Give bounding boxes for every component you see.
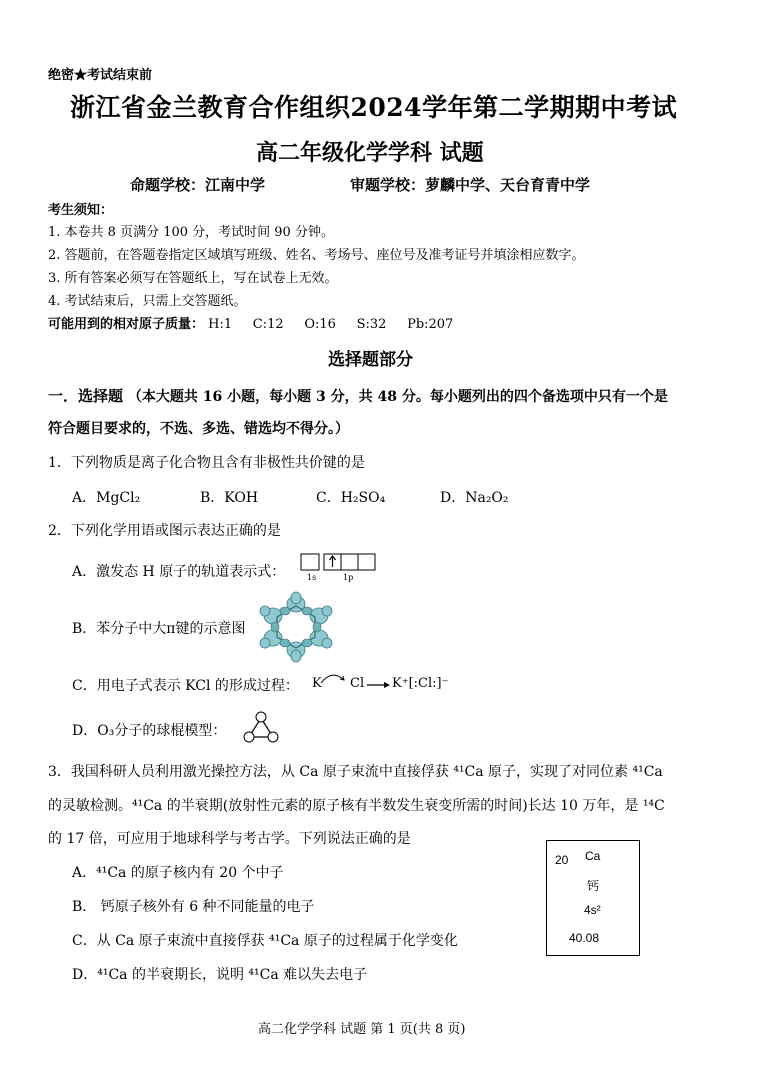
reaction-arrow <box>366 681 392 689</box>
ozone-ball-stick-model <box>243 710 279 744</box>
proposer-school: 命题学校：江南中学 <box>130 176 266 194</box>
element-atomic-mass: 40.08 <box>569 931 600 945</box>
element-symbol: Ca <box>585 849 601 863</box>
calcium-element-card <box>546 840 640 956</box>
exam-subtitle: 高二年级化学学科 试题 <box>256 140 484 166</box>
q2-option-c: C．用电子式表示 KCl 的形成过程： <box>72 678 299 694</box>
q2-option-b: B．苯分子中大π键的示意图 <box>72 621 246 637</box>
secret-label: 绝密★考试结束前 <box>48 68 153 83</box>
q3-line-2: 的灵敏检测。⁴¹Ca 的半衰期(放射性元素的原子核有半数发生衰变所需的时间)长达 10 万年，是 ¹⁴C <box>48 798 665 814</box>
q3-option-b: B． 钙原子核外有 6 种不同能量的电子 <box>72 899 315 915</box>
notice-item-2: 2. 答题前，在答题卷指定区域填写班级、姓名、考场号、座位号及准考证号并填涂相应数字。 <box>48 248 585 263</box>
notice-heading: 考生须知： <box>48 203 114 218</box>
exam-title: 浙江省金兰教育合作组织2024学年第二学期期中考试 <box>70 93 678 122</box>
q3-option-a: A．⁴¹Ca 的原子核内有 20 个中子 <box>72 865 284 881</box>
notice-item-3: 3. 所有答案必须写在答题纸上，写在试卷上无效。 <box>48 271 338 286</box>
q1-option-d: D．Na₂O₂ <box>440 490 509 506</box>
element-name: 钙 <box>587 879 600 893</box>
orbital-1p-label: 1p <box>343 573 354 582</box>
q2-option-d: D．O₃分子的球棍模型： <box>72 723 227 739</box>
section-title: 选择题部分 <box>328 350 413 370</box>
page-footer: 高二化学学科 试题 第 1 页(共 8 页) <box>258 1022 466 1037</box>
q1-stem: 1．下列物质是离子化合物且含有非极性共价键的是 <box>48 455 365 471</box>
q3-line-1: 3．我国科研人员利用激光操控方法，从 Ca 原子束流中直接俘获 ⁴¹Ca 原子，实现了对同位素 ⁴¹Ca <box>48 764 663 780</box>
element-electron-config: 4s² <box>584 903 601 917</box>
q3-line-3: 的 17 倍，可应用于地球科学与考古学。下列说法正确的是 <box>48 831 411 847</box>
reviewer-school: 审题学校：萝麟中学、天台育青中学 <box>350 176 591 194</box>
kcl-product: K⁺[:Cl:]⁻ <box>392 676 449 691</box>
element-atomic-number: 20 <box>555 853 569 867</box>
electron-transfer-arrow <box>318 671 348 685</box>
q2-stem: 2．下列化学用语或图示表达正确的是 <box>48 523 281 539</box>
notice-item-4: 4. 考试结束后，只需上交答题纸。 <box>48 294 247 309</box>
q2-option-a: A．激发态 H 原子的轨道表示式： <box>72 564 286 580</box>
q3-option-c: C．从 Ca 原子束流中直接俘获 ⁴¹Ca 原子的过程属于化学变化 <box>72 933 458 949</box>
kcl-cl-symbol: Cl <box>350 676 365 691</box>
q1-option-a: A．MgCl₂ <box>72 490 141 506</box>
q3-option-d: D．⁴¹Ca 的半衰期长，说明 ⁴¹Ca 难以失去电子 <box>72 967 368 983</box>
kcl-formation-diagram <box>312 671 449 697</box>
q1-option-b: B．KOH <box>200 490 259 506</box>
kcl-k-symbol: K <box>312 676 322 691</box>
part1-desc-1: （本大题共 16 小题，每小题 3 分，共 48 分。每小题列出的四个备选项中只有一个是 <box>127 389 668 405</box>
notice-item-1: 1. 本卷共 8 页满分 100 分，考试时间 90 分钟。 <box>48 225 334 240</box>
orbital-1s-label: 1s <box>307 573 317 582</box>
atomic-mass-label: 可能用到的相对原子质量： <box>48 317 205 332</box>
part1-desc-2: 符合题目要求的，不选、多选、错选均不得分。） <box>48 421 349 437</box>
atomic-mass-values: H:1 C:12 O:16 S:32 Pb:207 <box>208 317 454 332</box>
part1-lead: 一．选择题 <box>48 387 124 405</box>
benzene-pi-bond-image <box>258 591 334 663</box>
q1-option-c: C．H₂SO₄ <box>316 490 386 506</box>
